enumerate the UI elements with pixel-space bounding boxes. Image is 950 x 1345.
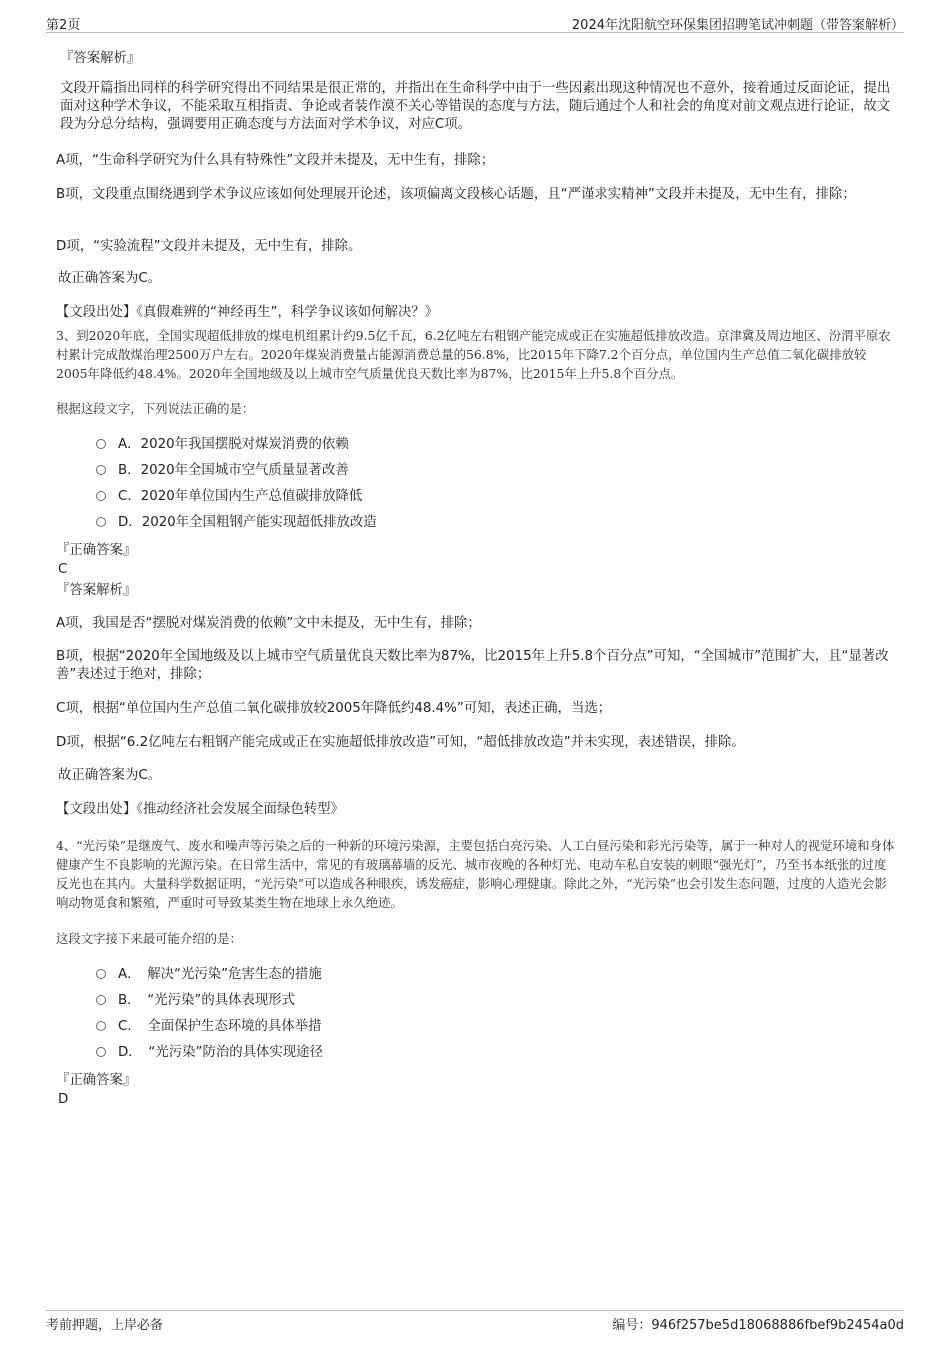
- q2-option-b-analysis: B项，文段重点围绕遇到学术争议应该如何处理展开论述，该项偏离文段核心话题，且“严谨求实精神”文段并未提及，无中生有，排除；: [56, 187, 856, 202]
- footer-slogan: 考前押题，上岸必备: [46, 1318, 164, 1333]
- option-label: D． “光污染”防治的具体实现途径: [118, 1045, 323, 1060]
- q3-conclusion: 故正确答案为C。: [58, 768, 162, 783]
- q3-option-b[interactable]: [96, 462, 349, 480]
- option-label: B． “光污染”的具体表现形式: [118, 993, 296, 1008]
- q3-option-c-analysis: C项，根据“单位国内生产总值二氧化碳排放较2005年降低约48.4%”可知，表述正确，当选；: [56, 701, 612, 716]
- option-label: A．2020年我国摆脱对煤炭消费的依赖: [118, 437, 349, 452]
- q3-analysis-label: 『答案解析』: [56, 583, 137, 598]
- q2-option-a-analysis: A项，“生命科学研究为什么具有特殊性”文段并未提及，无中生有，排除；: [56, 153, 495, 168]
- q3-source: 【文段出处】《推动经济社会发展全面绿色转型》: [56, 802, 344, 817]
- q4-stem: 4、“光污染”是继废气、废水和噪声等污染之后的一种新的环境污染源，主要包括白亮污染、人工白昼污染和彩光污染等，属于一种对人的视觉环境和身体健康产生不良影响的光源污染。在日常生活中，常见的有玻璃幕墙的反光、城市夜晚的各种灯光、电动车私自安装的刺眼“强光灯”，乃至书本纸张的过度反光也在其内。大量科学数据证明，“光污染”可以造成各种眼疾，诱发癌症，影响心理健康。除此之外，“光污染”也会引发生态问题，过度的人造光会影响动物觅食和繁殖，严重时可导致某类生物在地球上永久绝迹。: [56, 838, 895, 910]
- option-label: B．2020年全国城市空气质量显著改善: [118, 463, 349, 478]
- q2-conclusion: 故正确答案为C。: [58, 271, 162, 286]
- option-label: D．2020年全国粗钢产能实现超低排放改造: [118, 515, 377, 530]
- q2-source: 【文段出处】《真假难辨的“神经再生”，科学争议该如何解决？》: [56, 305, 439, 320]
- document-id: 编号：946f257be5d18068886fbef9b2454a0d: [612, 1318, 904, 1333]
- q3-option-c[interactable]: [96, 488, 362, 506]
- q3-answer: C: [58, 562, 68, 577]
- q3-prompt: 根据这段文字，下列说法正确的是：: [56, 401, 255, 416]
- q4-answer-label: 『正确答案』: [56, 1073, 137, 1088]
- page-number: 第2页: [46, 18, 81, 33]
- q4-prompt: 这段文字接下来最可能介绍的是：: [56, 931, 242, 946]
- option-label: C． 全面保护生态环境的具体举措: [118, 1019, 322, 1034]
- header-divider: [46, 32, 904, 33]
- document-title: 2024年沈阳航空环保集团招聘笔试冲刺题（带答案解析）: [571, 18, 904, 33]
- q2-analysis-text: 文段开篇指出同样的科学研究得出不同结果是很正常的，并指出在生命科学中由于一些因素出现这种情况也不意外，接着通过反面论证，提出面对这种学术争议，不能采取互相指责、争论或者装作漠不关心等错误的态度与方法，随后通过个人和社会的角度对前文观点进行论证，故文段为分总分结构，强调要用正确态度与方法面对学术争议，对应C项。: [60, 81, 891, 132]
- q3-option-a-analysis: A项，我国是否“摆脱对煤炭消费的依赖”文中未提及，无中生有，排除；: [56, 616, 481, 631]
- option-label: C．2020年单位国内生产总值碳排放降低: [118, 489, 363, 504]
- q3-stem: 3、到2020年底，全国实现超低排放的煤电机组累计约9.5亿千瓦，6.2亿吨左右粗钢产能完成或正在实施超低排放改造。京津冀及周边地区、汾渭平原农村累计完成散煤治理2500万户左右。2020年煤炭消费量占能源消费总量的56.8%，比2015年下降7.2个百分点，单位国内生产总值二氧化碳排放较2005年降低约48.4%。2020年全国地级及以上城市空气质量优良天数比率为87%，比2015年上升5.8个百分点。: [56, 328, 891, 381]
- radio-icon[interactable]: [96, 465, 106, 475]
- footer-divider: [46, 1310, 904, 1311]
- q4-option-b[interactable]: [96, 992, 295, 1010]
- q4-option-d[interactable]: [96, 1044, 323, 1062]
- radio-icon[interactable]: [96, 491, 106, 501]
- q4-answer: D: [58, 1092, 69, 1107]
- q3-option-a[interactable]: [96, 436, 349, 454]
- radio-icon[interactable]: [96, 439, 106, 449]
- q3-option-d[interactable]: [96, 514, 377, 532]
- radio-icon[interactable]: [96, 1047, 106, 1057]
- q3-option-b-analysis: B项，根据“2020年全国地级及以上城市空气质量优良天数比率为87%，比2015年上升5.8个百分点”可知，“全国城市”范围扩大，且“显著改善”表述过于绝对，排除；: [56, 649, 889, 682]
- q4-option-c[interactable]: [96, 1018, 322, 1036]
- radio-icon[interactable]: [96, 517, 106, 527]
- q2-option-d-analysis: D项，“实验流程”文段并未提及，无中生有，排除。: [56, 239, 362, 254]
- radio-icon[interactable]: [96, 995, 106, 1005]
- q3-option-d-analysis: D项，根据“6.2亿吨左右粗钢产能完成或正在实施超低排放改造”可知，“超低排放改造”并未实现，表述错误，排除。: [56, 735, 745, 750]
- radio-icon[interactable]: [96, 1021, 106, 1031]
- q4-option-a[interactable]: [96, 966, 322, 984]
- q3-answer-label: 『正确答案』: [56, 543, 137, 558]
- radio-icon[interactable]: [96, 969, 106, 979]
- option-label: A． 解决“光污染”危害生态的措施: [118, 967, 322, 982]
- q2-analysis-label: 『答案解析』: [60, 51, 141, 66]
